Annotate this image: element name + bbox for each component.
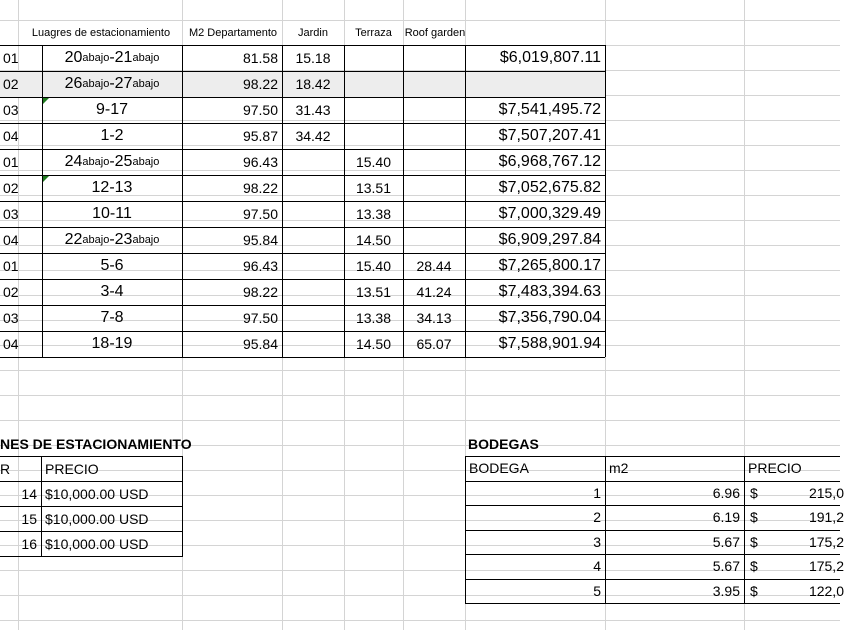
cell-precio[interactable]: $7,541,495.72	[498, 101, 601, 118]
cell-jardin[interactable]	[282, 305, 344, 331]
cell-precio[interactable]	[465, 71, 605, 97]
table-border	[0, 556, 183, 557]
bodegas-title: BODEGAS	[468, 436, 539, 452]
bodegas-cell-bodega[interactable]: 2	[593, 509, 601, 526]
cell-roof-garden[interactable]	[403, 123, 465, 149]
cell-lugares[interactable]: 12-13	[91, 179, 133, 196]
lugares-part: 25	[114, 153, 133, 170]
lugares-part: abajo	[132, 156, 160, 168]
lugares-part: 26	[64, 75, 83, 92]
comment-indicator-icon[interactable]	[43, 98, 49, 104]
cell-roof-garden[interactable]	[403, 227, 465, 253]
cell-unit[interactable]: 04	[3, 232, 19, 248]
bodegas-cell-precio[interactable]: 215,0	[808, 485, 844, 502]
cell-precio[interactable]: $7,588,901.94	[498, 335, 601, 352]
bodegas-cell-precio[interactable]: 175,2	[808, 534, 844, 551]
lugares-part: abajo	[132, 78, 160, 90]
estacionamiento-header-precio[interactable]: PRECIO	[45, 460, 99, 477]
cell-precio[interactable]: $6,909,297.84	[498, 231, 601, 248]
cell-terraza[interactable]: 13.51	[355, 284, 392, 300]
gridline-horizontal	[0, 620, 840, 621]
gridline-horizontal	[0, 20, 840, 21]
lugares-part: abajo	[82, 156, 110, 168]
cell-jardin[interactable]: 34.42	[295, 128, 331, 144]
header-jardin[interactable]: Jardin	[298, 27, 328, 39]
cell-roof-garden[interactable]: 65.07	[416, 336, 452, 352]
cell-terraza[interactable]: 15.40	[355, 258, 392, 274]
cell-terraza[interactable]: 13.51	[355, 180, 392, 196]
cell-terraza[interactable]	[344, 71, 403, 97]
bodegas-cell-m2[interactable]: 6.96	[712, 485, 740, 502]
lugares-part: 22	[64, 231, 83, 248]
cell-jardin[interactable]: 31.43	[295, 102, 331, 118]
cell-unit[interactable]: 02	[3, 76, 19, 92]
cell-lugares[interactable]: 18-19	[91, 335, 133, 352]
bodegas-cell-precio[interactable]: 175,2	[808, 558, 844, 575]
cell-jardin[interactable]	[282, 201, 344, 227]
table-border	[182, 456, 183, 556]
bodegas-header-m2[interactable]: m2	[609, 460, 629, 477]
cell-unit[interactable]: 04	[3, 336, 19, 352]
estacionamiento-cell-num[interactable]: 14	[21, 485, 37, 502]
cell-terraza[interactable]: 15.40	[355, 154, 392, 170]
cell-m2[interactable]: 95.87	[242, 128, 278, 144]
cell-m2[interactable]: 97.50	[242, 206, 278, 222]
cell-m2[interactable]: 97.50	[242, 102, 278, 118]
cell-precio[interactable]: $6,968,767.12	[498, 153, 601, 170]
cell-terraza[interactable]	[344, 97, 403, 123]
lugares-part: -	[109, 49, 115, 66]
cell-jardin[interactable]	[282, 149, 344, 175]
bodegas-cell-currency[interactable]: $	[750, 485, 758, 502]
cell-unit[interactable]: 01	[3, 50, 19, 66]
cell-m2[interactable]: 81.58	[242, 50, 278, 66]
estacionamiento-cell-num[interactable]: 15	[21, 510, 37, 527]
gridline-horizontal	[0, 395, 840, 396]
gridline-horizontal	[0, 420, 840, 421]
estacionamiento-cell-num[interactable]: 16	[21, 535, 37, 552]
cell-precio[interactable]: $7,483,394.63	[498, 283, 601, 300]
cell-lugares[interactable]: 9-17	[95, 101, 129, 118]
bodegas-cell-m2[interactable]: 6.19	[712, 509, 740, 526]
lugares-part: abajo	[132, 234, 160, 246]
cell-lugares[interactable]	[42, 45, 182, 71]
cell-roof-garden[interactable]: 34.13	[416, 310, 452, 326]
estacionamiento-title: NES DE ESTACIONAMIENTO	[0, 436, 192, 452]
cell-terraza[interactable]: 13.38	[355, 206, 392, 222]
cell-unit[interactable]: 01	[3, 154, 19, 170]
bodegas-cell-currency[interactable]: $	[750, 534, 758, 551]
cell-jardin[interactable]	[282, 279, 344, 305]
cell-terraza[interactable]	[344, 123, 403, 149]
lugares-part: 27	[114, 75, 133, 92]
cell-jardin[interactable]	[282, 227, 344, 253]
bodegas-cell-currency[interactable]: $	[750, 558, 758, 575]
cell-unit[interactable]: 03	[3, 206, 19, 222]
cell-roof-garden[interactable]	[403, 149, 465, 175]
cell-m2[interactable]: 95.84	[242, 232, 278, 248]
estacionamiento-cell-precio[interactable]: $10,000.00 USD	[45, 510, 149, 527]
estacionamiento-cell-precio[interactable]: $10,000.00 USD	[45, 535, 149, 552]
lugares-part: 20	[64, 49, 83, 66]
cell-lugares[interactable]: 3-4	[100, 283, 124, 300]
cell-roof-garden[interactable]	[403, 201, 465, 227]
cell-lugares[interactable]: 1-2	[100, 127, 124, 144]
cell-m2[interactable]: 96.43	[242, 258, 278, 274]
cell-terraza[interactable]: 13.38	[355, 310, 392, 326]
lugares-part: abajo	[82, 234, 110, 246]
cell-precio[interactable]: $7,000,329.49	[498, 205, 601, 222]
bodegas-cell-precio[interactable]: 191,2	[808, 509, 844, 526]
cell-jardin[interactable]	[282, 175, 344, 201]
table-border	[0, 357, 605, 358]
comment-indicator-icon[interactable]	[43, 176, 49, 182]
header-roof-garden[interactable]: Roof garden	[404, 27, 466, 39]
estacionamiento-header-num[interactable]: R	[0, 460, 11, 477]
cell-lugares[interactable]: 5-6	[100, 257, 124, 274]
cell-roof-garden[interactable]	[403, 71, 465, 97]
cell-m2[interactable]: 96.43	[242, 154, 278, 170]
cell-terraza[interactable]: 14.50	[355, 232, 392, 248]
bodegas-cell-bodega[interactable]: 4	[593, 558, 601, 575]
cell-m2[interactable]: 98.22	[242, 284, 278, 300]
bodegas-cell-bodega[interactable]: 1	[593, 485, 601, 502]
cell-m2[interactable]: 95.84	[242, 336, 278, 352]
lugares-part: abajo	[82, 52, 110, 64]
cell-lugares[interactable]: 10-11	[92, 205, 132, 222]
cell-precio[interactable]: $6,019,807.11	[499, 49, 601, 66]
cell-precio[interactable]: $7,507,207.41	[498, 127, 601, 144]
cell-lugares[interactable]	[42, 149, 182, 175]
cell-unit[interactable]: 01	[3, 258, 19, 274]
header-lugares[interactable]: Luagres de estacionamiento	[31, 27, 171, 39]
header-terraza[interactable]: Terraza	[355, 27, 392, 39]
cell-precio[interactable]: $7,356,790.04	[498, 309, 601, 326]
bodegas-cell-m2[interactable]: 5.67	[712, 558, 740, 575]
cell-roof-garden[interactable]: 28.44	[416, 258, 452, 274]
cell-roof-garden[interactable]	[403, 45, 465, 71]
cell-unit[interactable]: 03	[3, 102, 19, 118]
cell-roof-garden[interactable]	[403, 97, 465, 123]
bodegas-header-precio[interactable]: PRECIO	[748, 460, 802, 477]
lugares-part: -	[109, 153, 115, 170]
cell-lugares[interactable]: 7-8	[100, 309, 124, 326]
cell-unit[interactable]: 02	[3, 180, 19, 196]
lugares-part: 21	[114, 49, 133, 66]
cell-unit[interactable]: 04	[3, 128, 19, 144]
cell-jardin[interactable]: 18.42	[295, 76, 331, 92]
cell-m2[interactable]: 98.22	[242, 180, 278, 196]
cell-jardin[interactable]	[282, 331, 344, 357]
cell-roof-garden[interactable]	[403, 175, 465, 201]
cell-unit[interactable]: 03	[3, 310, 19, 326]
bodegas-cell-currency[interactable]: $	[750, 583, 758, 600]
lugares-part: 23	[114, 231, 133, 248]
bodegas-cell-currency[interactable]: $	[750, 509, 758, 526]
lugares-part: abajo	[82, 78, 110, 90]
cell-lugares[interactable]	[42, 227, 182, 253]
cell-jardin[interactable]	[282, 253, 344, 279]
cell-precio[interactable]: $7,052,675.82	[498, 179, 601, 196]
bodegas-cell-m2[interactable]: 5.67	[712, 534, 740, 551]
gridline-horizontal	[0, 370, 840, 371]
cell-lugares[interactable]	[42, 71, 182, 97]
lugares-part: -	[109, 231, 115, 248]
lugares-part: abajo	[132, 52, 160, 64]
bodegas-cell-precio[interactable]: 122,0	[808, 583, 844, 600]
bodegas-cell-bodega[interactable]: 5	[593, 583, 601, 600]
bodegas-header-bodega[interactable]: BODEGA	[469, 460, 529, 477]
cell-m2[interactable]: 97.50	[242, 310, 278, 326]
cell-terraza[interactable]	[344, 45, 403, 71]
cell-unit[interactable]: 02	[3, 284, 19, 300]
table-border	[605, 45, 606, 357]
bodegas-cell-bodega[interactable]: 3	[593, 534, 601, 551]
cell-roof-garden[interactable]: 41.24	[416, 284, 452, 300]
lugares-part: -	[109, 75, 115, 92]
estacionamiento-cell-precio[interactable]: $10,000.00 USD	[45, 485, 149, 502]
lugares-part: 24	[64, 153, 83, 170]
cell-jardin[interactable]: 15.18	[295, 50, 331, 66]
cell-precio[interactable]: $7,265,800.17	[498, 257, 601, 274]
header-m2-departamento[interactable]: M2 Departamento	[188, 27, 278, 39]
cell-m2[interactable]: 98.22	[242, 76, 278, 92]
bodegas-cell-m2[interactable]: 3.95	[712, 583, 740, 600]
cell-terraza[interactable]: 14.50	[355, 336, 392, 352]
